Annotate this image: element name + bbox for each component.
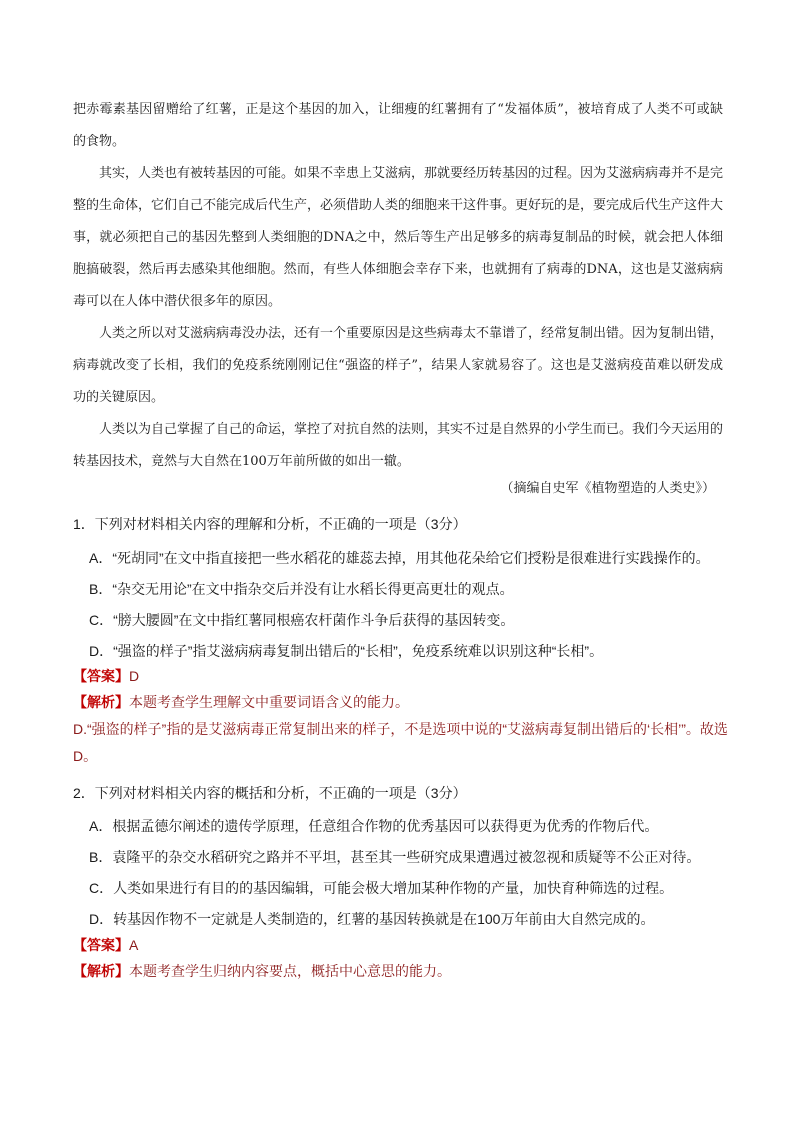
answer-label: 【答案】 xyxy=(73,668,129,684)
analysis-label: 【解析】 xyxy=(73,694,129,710)
reading-passage-p2 xyxy=(73,158,723,318)
question-2-option-b: B．袁隆平的杂交水稻研究之路并不平坦，甚至其一些研究成果遭遇过被忽视和质疑等不公正对待。 xyxy=(89,849,701,865)
question-2-stem: 2．下列对材料相关内容的概括和分析，不正确的一项是（3分） xyxy=(73,785,467,801)
passage-paragraph-4: 人类以为自己掌握了自己的命运，掌控了对抗自然的法则，其实不过是自然界的小学生而已。我们今天运用的转基因技术，竟然与大自然在100万年前所做的如出一辙。 xyxy=(73,422,724,469)
reading-passage-p4 xyxy=(73,414,723,478)
question-2-answer xyxy=(73,935,138,955)
analysis-text: 本题考查学生归纳内容要点，概括中心意思的能力。 xyxy=(129,963,451,979)
question-1-option-d: D．“强盗的样子”指艾滋病病毒复制出错后的“长相”，免疫系统难以识别这种“长相”。 xyxy=(89,643,604,659)
question-2-option-d: D．转基因作物不一定就是人类制造的，红薯的基因转换就是在100万年前由大自然完成的。 xyxy=(89,911,655,927)
answer-value: A xyxy=(129,937,139,953)
question-1-analysis-detail: D.“强盗的样子”指的是艾滋病毒正常复制出来的样子，不是选项中说的“艾滋病毒复制出错后的‘长相’”。故选D。 xyxy=(73,721,728,764)
question-2-option-c: C．人类如果进行有目的的基因编辑，可能会极大增加某种作物的产量，加快育种筛选的过程。 xyxy=(89,880,674,896)
passage-paragraph-2: 其实，人类也有被转基因的可能。如果不幸患上艾滋病，那就要经历转基因的过程。因为艾滋病病毒并不是完整的生命体，它们自己不能完成后代生产，必须借助人类的细胞来干这件事。更好玩的是，要完成后代生产这件大事，就必须把自己的基因先整到人类细胞的DNA之中，然后等生产出足够多的病毒复制品的时候，就会把人体细胞搞破裂，然后再去感染其他细胞。然而，有些人体细胞会幸存下来，也就拥有了病毒的DNA，这也是艾滋病病毒可以在人体中潜伏很多年的原因。 xyxy=(73,166,724,309)
analysis-label: 【解析】 xyxy=(73,963,129,979)
passage-paragraph-3: 人类之所以对艾滋病病毒没办法，还有一个重要原因是这些病毒太不靠谱了，经常复制出错。因为复制出错，病毒就改变了长相，我们的免疫系统刚刚记住“强盗的样子”，结果人家就易容了。这也是艾滋病疫苗难以研发成功的关键原因。 xyxy=(73,326,724,405)
question-1-stem: 1．下列对材料相关内容的理解和分析，不正确的一项是（3分） xyxy=(73,516,467,532)
passage-source: （摘编自史军《植物塑造的人类史》） xyxy=(500,481,715,496)
question-1-analysis xyxy=(73,692,409,712)
question-2-option-a: A．根据孟德尔阐述的遗传学原理，任意组合作物的优秀基因可以获得更为优秀的作物后代。 xyxy=(89,818,659,834)
answer-label: 【答案】 xyxy=(73,937,129,953)
question-2-analysis xyxy=(73,961,451,981)
question-1-option-a: A．“死胡同”在文中指直接把一些水稻花的雄蕊去掉，用其他花朵给它们授粉是很难进行实践操作的。 xyxy=(89,550,710,566)
analysis-text: 本题考查学生理解文中重要词语含义的能力。 xyxy=(129,694,409,710)
answer-value: D xyxy=(129,668,140,684)
question-1-option-c: C．“膀大腰圆”在文中指红薯同根癌农杆菌作斗争后获得的基因转变。 xyxy=(89,612,515,628)
question-1-option-b: B．“杂交无用论”在文中指杂交后并没有让水稻长得更高更壮的观点。 xyxy=(89,581,514,597)
reading-passage xyxy=(73,94,723,158)
reading-passage-p3 xyxy=(73,318,723,414)
passage-paragraph-1: 把赤霉素基因留赠给了红薯，正是这个基因的加入，让细瘦的红薯拥有了“发福体质”，被培育成了人类不可或缺的食物。 xyxy=(73,102,723,149)
question-1-answer xyxy=(73,666,139,686)
